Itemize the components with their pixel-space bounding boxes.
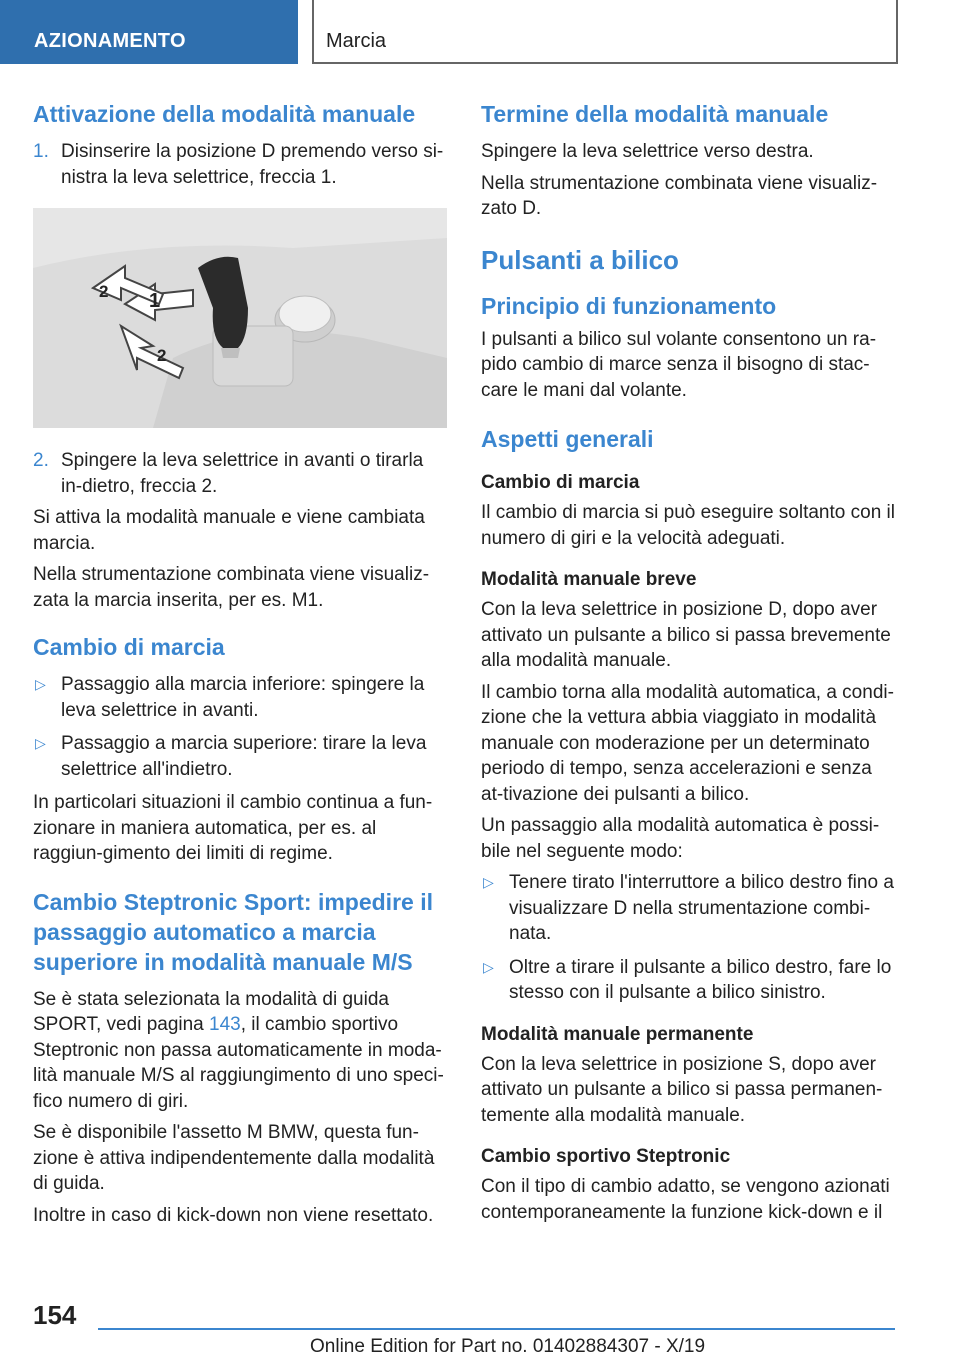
paragraph-sport-text-b: , il cambio sportivo Steptronic non passa automaticamente in moda-lità manuale M/S al raggiungimento di uno speci-fico numero di giri. (33, 1014, 444, 1112)
paragraph-assetto-m: Se è disponibile l'assetto M BMW, questa fun-zione è attiva indipendentemente dalla modalità di guida. (33, 1122, 435, 1194)
left-column (33, 100, 447, 1234)
gear-selector-illustration (33, 208, 447, 428)
figure-arrow-label-2-bottom: 2 (157, 346, 167, 365)
subheading-sportivo-steptronic: Cambio sportivo Steptronic (481, 1146, 731, 1167)
step-2-text: Spingere la leva selettrice in avanti o tirarla in-dietro, freccia 2. (61, 450, 424, 497)
paragraph-manuale-permanente: Con la leva selettrice in posizione S, dopo aver attivato un pulsante a bilico si passa permanen-temente alla modalità manuale. (481, 1053, 883, 1126)
subheading-cambio-di-marcia: Cambio di marcia (481, 472, 640, 493)
step-1-text: Disinserire la posizione D premendo verso si-nistra la leva selettrice, freccia 1. (61, 141, 444, 188)
paragraph-modalita-sport (33, 987, 447, 1115)
paragraph-spingere-destra: Spingere la leva selettrice verso destra. (481, 141, 814, 162)
page-link-143[interactable]: 143 (209, 1014, 241, 1035)
bullet-text: Passaggio a marcia superiore: tirare la leva selettrice all'indietro. (61, 733, 427, 780)
bullet-tenere-tirato (481, 870, 895, 947)
step-2-number: 2. (33, 450, 49, 471)
paragraph-torna-automatica: Il cambio torna alla modalità automatica, a condi-zione che la vettura abbia viaggiato in modalità manuale con moderazione per un determinato periodo di tempo, senza accelerazioni e senza at-tivazione dei pulsanti a bilico. (481, 681, 894, 805)
paragraph-attiva-manuale: Si attiva la modalità manuale e viene cambiata marcia. (33, 507, 425, 554)
triangle-bullet-icon: ▷ (483, 958, 494, 975)
paragraph-kick-down-contemporaneo: Con il tipo di cambio adatto, se vengono azionati contemporaneamente la funzione kick-down e il (481, 1176, 890, 1223)
figure-arrow-label-2-top: 2 (99, 282, 109, 301)
triangle-bullet-icon: ▷ (483, 874, 494, 890)
gear-selector-drawing (33, 208, 447, 428)
footer-divider (98, 1328, 895, 1330)
bullet-text: Oltre a tirare il pulsante a bilico destro, fare lo stesso con il pulsante a bilico sinistro. (509, 956, 892, 1003)
heading-steptronic-sport: Cambio Steptronic Sport: impedire il passaggio automatico a marcia superiore in modalità manuale M/S (33, 888, 433, 975)
bullet-text: Passaggio alla marcia inferiore: spingere la leva selettrice in avanti. (61, 674, 425, 721)
right-column (481, 100, 895, 1231)
subheading-manuale-breve: Modalità manuale breve (481, 569, 697, 590)
subheading-manuale-permanente: Modalità manuale permanente (481, 1023, 754, 1045)
header-chapter-title: Marcia (326, 30, 387, 52)
step-2 (33, 448, 447, 499)
paragraph-principio: I pulsanti a bilico sul volante consentono un ra-pido cambio di marce senza il bisogno di stac-care le mani dal volante. (481, 328, 877, 401)
heading-pulsanti-a-bilico: Pulsanti a bilico (481, 244, 679, 275)
paragraph-visualizzata-marcia: Nella strumentazione combinata viene visualiz-zata la marcia inserita, per es. M1. (33, 564, 430, 611)
figure-arrow-label-1: 1 (149, 290, 161, 312)
footer-edition: Online Edition for Part no. 01402884307 - X/19 (310, 1336, 706, 1357)
step-1 (33, 139, 447, 190)
paragraph-numero-giri: Il cambio di marcia si può eseguire soltanto con il numero di giri e la velocità adeguati. (481, 502, 895, 549)
bullet-text: Tenere tirato l'interruttore a bilico destro fino a visualizzare D nella strumentazione combi-nata. (509, 872, 894, 944)
heading-principio: Principio di funzionamento (481, 292, 777, 319)
page-number: 154 (33, 1300, 77, 1330)
header-chapter-tab (312, 0, 898, 64)
paragraph-manuale-breve: Con la leva selettrice in posizione D, dopo aver attivato un pulsante a bilico si passa brevemente alla modalità manuale. (481, 599, 891, 671)
heading-aspetti-generali: Aspetti generali (481, 426, 654, 452)
bullet-oltre-a-tirare (481, 955, 895, 1006)
triangle-bullet-icon: ▷ (35, 735, 46, 751)
step-1-number: 1. (33, 141, 49, 162)
paragraph-visualizzato-d: Nella strumentazione combinata viene visualiz-zato D. (481, 172, 878, 219)
heading-cambio-di-marcia: Cambio di marcia (33, 634, 225, 660)
paragraph-sport-text-a: Se è stata selezionata la modalità di guida SPORT, vedi pagina (33, 988, 389, 1035)
header-section-title: AZIONAMENTO (34, 30, 186, 52)
heading-termine: Termine della modalità manuale (481, 101, 829, 127)
paragraph-situazioni: In particolari situazioni il cambio continua a fun-zionare in maniera automatica, per es. al raggiun-gimento dei limiti di regime. (33, 792, 433, 864)
heading-attivazione: Attivazione della modalità manuale (33, 101, 416, 127)
paragraph-kick-down: Inoltre in caso di kick-down non viene resettato. (33, 1204, 434, 1226)
bullet-marcia-inferiore (33, 672, 447, 723)
paragraph-passaggio-automatica: Un passaggio alla modalità automatica è possi-bile nel seguente modo: (481, 815, 880, 862)
triangle-bullet-icon: ▷ (35, 676, 46, 692)
header-section-tab (0, 0, 298, 64)
bullet-marcia-superiore (33, 731, 447, 782)
